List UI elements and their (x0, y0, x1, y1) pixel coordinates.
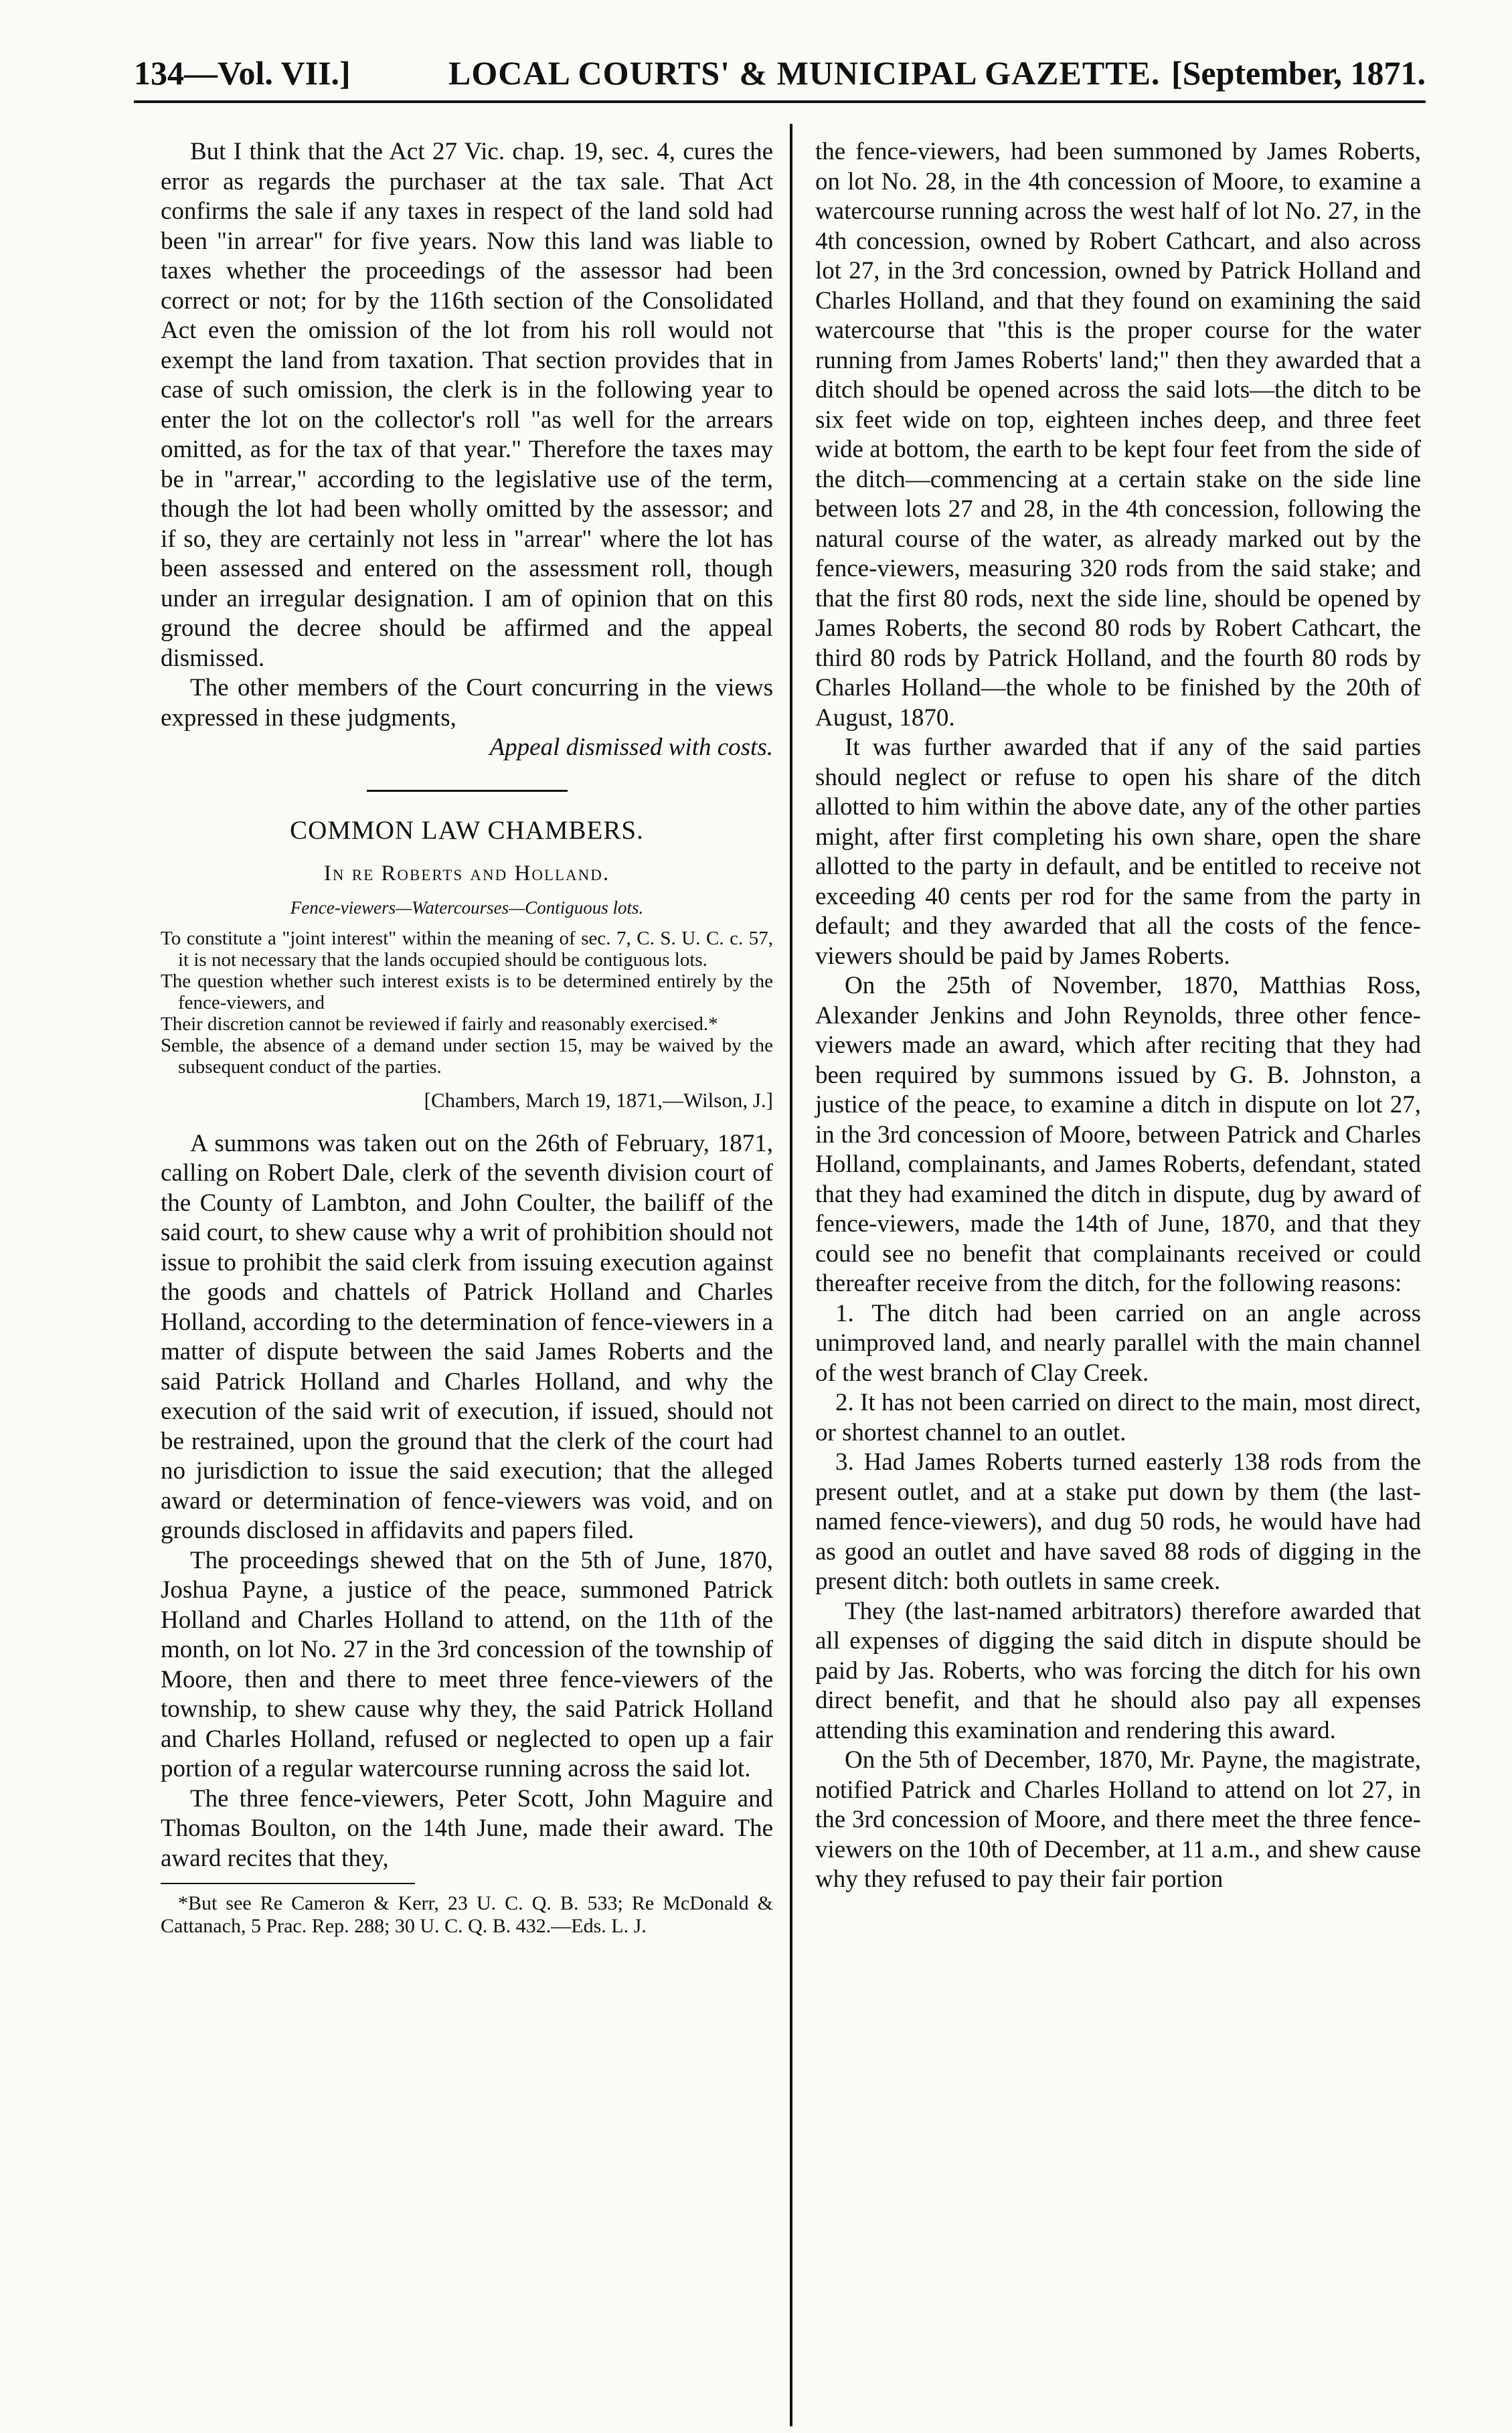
paragraph: The other members of the Court concurring in the views expressed in these judgments, (161, 674, 773, 732)
paragraph: A summons was taken out on the 26th of February, 1871, calling on Robert Dale, clerk of the seventh division court of the County of Lambton, and John Coulter, the bailiff of the said court, to shew cause why a writ of prohibition should not issue to prohibit the said clerk from issuing execution against the goods and chattels of Patrick Holland and Charles Holland, according to the determination of fence-viewers in a matter of dispute between the said James Roberts and the said Patrick Holland and Charles Holland, and why the execution of the said writ of execution, if issued, should not be restrained, upon the ground that the clerk of the court had no jurisdiction to issue the said execution; that the alleged award or determination of fence-viewers was void, and on grounds disclosed in affidavits and papers filed. (161, 1129, 773, 1544)
right-column (815, 137, 1421, 1895)
case-subtitle: Fence-viewers—Watercourses—Contiguous lots. (290, 897, 644, 918)
header-rule (134, 100, 1426, 103)
paragraph: On the 25th of November, 1870, Matthias Ross, Alexander Jenkins and John Reynolds, three other fence-viewers made an award, which after reciting that they had been required by summons issued by G. B. Johnston, a justice of the peace, to examine a ditch in dispute on lot 27, in the 3rd concession of Moore, between Patrick and Charles Holland, complainants, and James Roberts, defendant, stated that they had examined the ditch in dispute, dug by award of fence-viewers, made the 14th of June, 1870, and that they could see no benefit that complainants received or could thereafter receive from the ditch, for the following reasons: (815, 972, 1421, 1297)
paragraph: But I think that the Act 27 Vic. chap. 19, sec. 4, cures the error as regards the purchaser at the tax sale. That Act confirms the sale if any taxes in respect of the land sold had been "in arrear" for five years. Now this land was liable to taxes whether the proceedings of the assessor had been correct or not; for by the 116th section of the Consolidated Act even the omission of the lot from his roll would not exempt the land from taxation. That section provides that in case of such omission, the clerk is in the following year to enter the lot on the collector's roll "as well for the arrears omitted, as for the tax of that year." Therefore the taxes may be in "arrear," according to the legislative use of the term, though the lot had been wholly omitted by the assessor; and if so, they are certainly not less in "arrear" where the lot has been assessed and entered on the assessment roll, though under an irregular designation. I am of opinion that on this ground the decree should be affirmed and the appeal dismissed. (161, 138, 773, 672)
footnote-text: *But see Re Cameron & Kerr, 23 U. C. Q. B. 533; Re McDonald & Cattanach, 5 Prac. Rep. 288; 30 U. C. Q. B. 432.—Eds. L. J. (161, 1892, 773, 1937)
journal-title: LOCAL COURTS' & MUNICIPAL GAZETTE. (448, 54, 1161, 92)
footnote-rule (161, 1883, 415, 1884)
paragraph: They (the last-named arbitrators) therefore awarded that all expenses of digging the said ditch in dispute should be paid by Jas. Roberts, who was forcing the ditch for his own direct benefit, and that he should also pay all expenses attending this examination and rendering this award. (815, 1597, 1421, 1744)
case-citation: [Chambers, March 19, 1871,—Wilson, J.] (424, 1088, 773, 1112)
case-title: In re Roberts and Holland. (323, 861, 610, 886)
reason-item: 1. The ditch had been carried on an angle across unimproved land, and nearly parallel with the main channel of the west branch of Clay Creek. (815, 1299, 1421, 1387)
section-title: COMMON LAW CHAMBERS. (290, 815, 644, 845)
page-number-volume: 134—Vol. VII.] (134, 54, 351, 92)
headnote: Their discretion cannot be reviewed if fairly and reasonably exercised.* (161, 1013, 718, 1035)
reason-item: 2. It has not been carried on direct to the main, most direct, or shortest channel to an outlet. (815, 1389, 1421, 1446)
paragraph: The proceedings shewed that on the 5th of June, 1870, Joshua Payne, a justice of the peace, summoned Patrick Holland and Charles Holland to attend, on the 11th of the month, on lot No. 27 in the 3rd concession of the township of Moore, then and there to meet three fence-viewers of the township, to shew cause why they, the said Patrick Holland and Charles Holland, refused or neglected to open up a fair portion of a regular watercourse running across the said lot. (161, 1546, 773, 1782)
headnotes (161, 928, 773, 1078)
paragraph: On the 5th of December, 1870, Mr. Payne, the magistrate, notified Patrick and Charles Holland to attend on lot 27, in the 3rd concession of Moore, and there meet the three fence-viewers on the 10th of December, at 11 a.m., and shew cause why they refused to pay their fair portion (815, 1746, 1421, 1893)
case-conclusion: Appeal dismissed with costs. (489, 734, 773, 761)
headnote: To constitute a "joint interest" within the meaning of sec. 7, C. S. U. C. c. 57, it is not necessary that the lands occupied should be contiguous lots. (161, 928, 773, 971)
left-column (161, 137, 773, 1938)
paragraph: The three fence-viewers, Peter Scott, John Maguire and Thomas Boulton, on the 14th June, made their award. The award recites that they, (161, 1784, 773, 1872)
column-divider (790, 124, 792, 2426)
paragraph: It was further awarded that if any of the said parties should neglect or refuse to open his share of the ditch allotted to him within the above date, any of the other parties might, after first completing his own share, open the share allotted to the party in default, and be entitled to receive not exceeding 40 cents per rod for the same from the party in default; and they awarded that all the costs of the fence-viewers should be paid by James Roberts. (815, 734, 1421, 970)
paragraph: the fence-viewers, had been summoned by James Roberts, on lot No. 28, in the 4th concession of Moore, to examine a watercourse running across the west half of lot No. 27, in the 4th concession, owned by Robert Cathcart, and also across lot 27, in the 3rd concession, owned by Patrick Holland and Charles Holland, and that they found on examining the said watercourse that "this is the proper course for the water running from James Roberts' land;" then they awarded that a ditch should be opened across the said lots—the ditch to be six feet wide on top, eighteen inches deep, and three feet wide at bottom, the earth to be kept four feet from the side of the ditch—commencing at a certain stake on the side line between lots 27 and 28, in the 4th concession, following the natural course of the water, as already marked out by the fence-viewers, measuring 320 rods from the said stake; and that the first 80 rods, next the side line, should be opened by James Roberts, the second 80 rods by Robert Cathcart, the third 80 rods by Patrick Holland, and the fourth 80 rods by Charles Holland—the whole to be finished by the 20th of August, 1870. (815, 138, 1421, 732)
headnote: The question whether such interest exists is to be determined entirely by the fence-viewers, and (161, 971, 773, 1013)
headnote: Semble, the absence of a demand under section 15, may be waived by the subsequent conduct of the parties. (161, 1035, 773, 1078)
page-header (134, 40, 1426, 100)
reason-item: 3. Had James Roberts turned easterly 138 rods from the present outlet, and at a stake put down by them (the last-named fence-viewers), and dug 50 rods, he would have had as good an outlet and have saved 88 rods of digging in the present ditch: both outlets in same creek. (815, 1448, 1421, 1595)
footnote (161, 1892, 773, 1938)
issue-date: [September, 1871. (1171, 54, 1426, 92)
section-rule (367, 790, 568, 792)
